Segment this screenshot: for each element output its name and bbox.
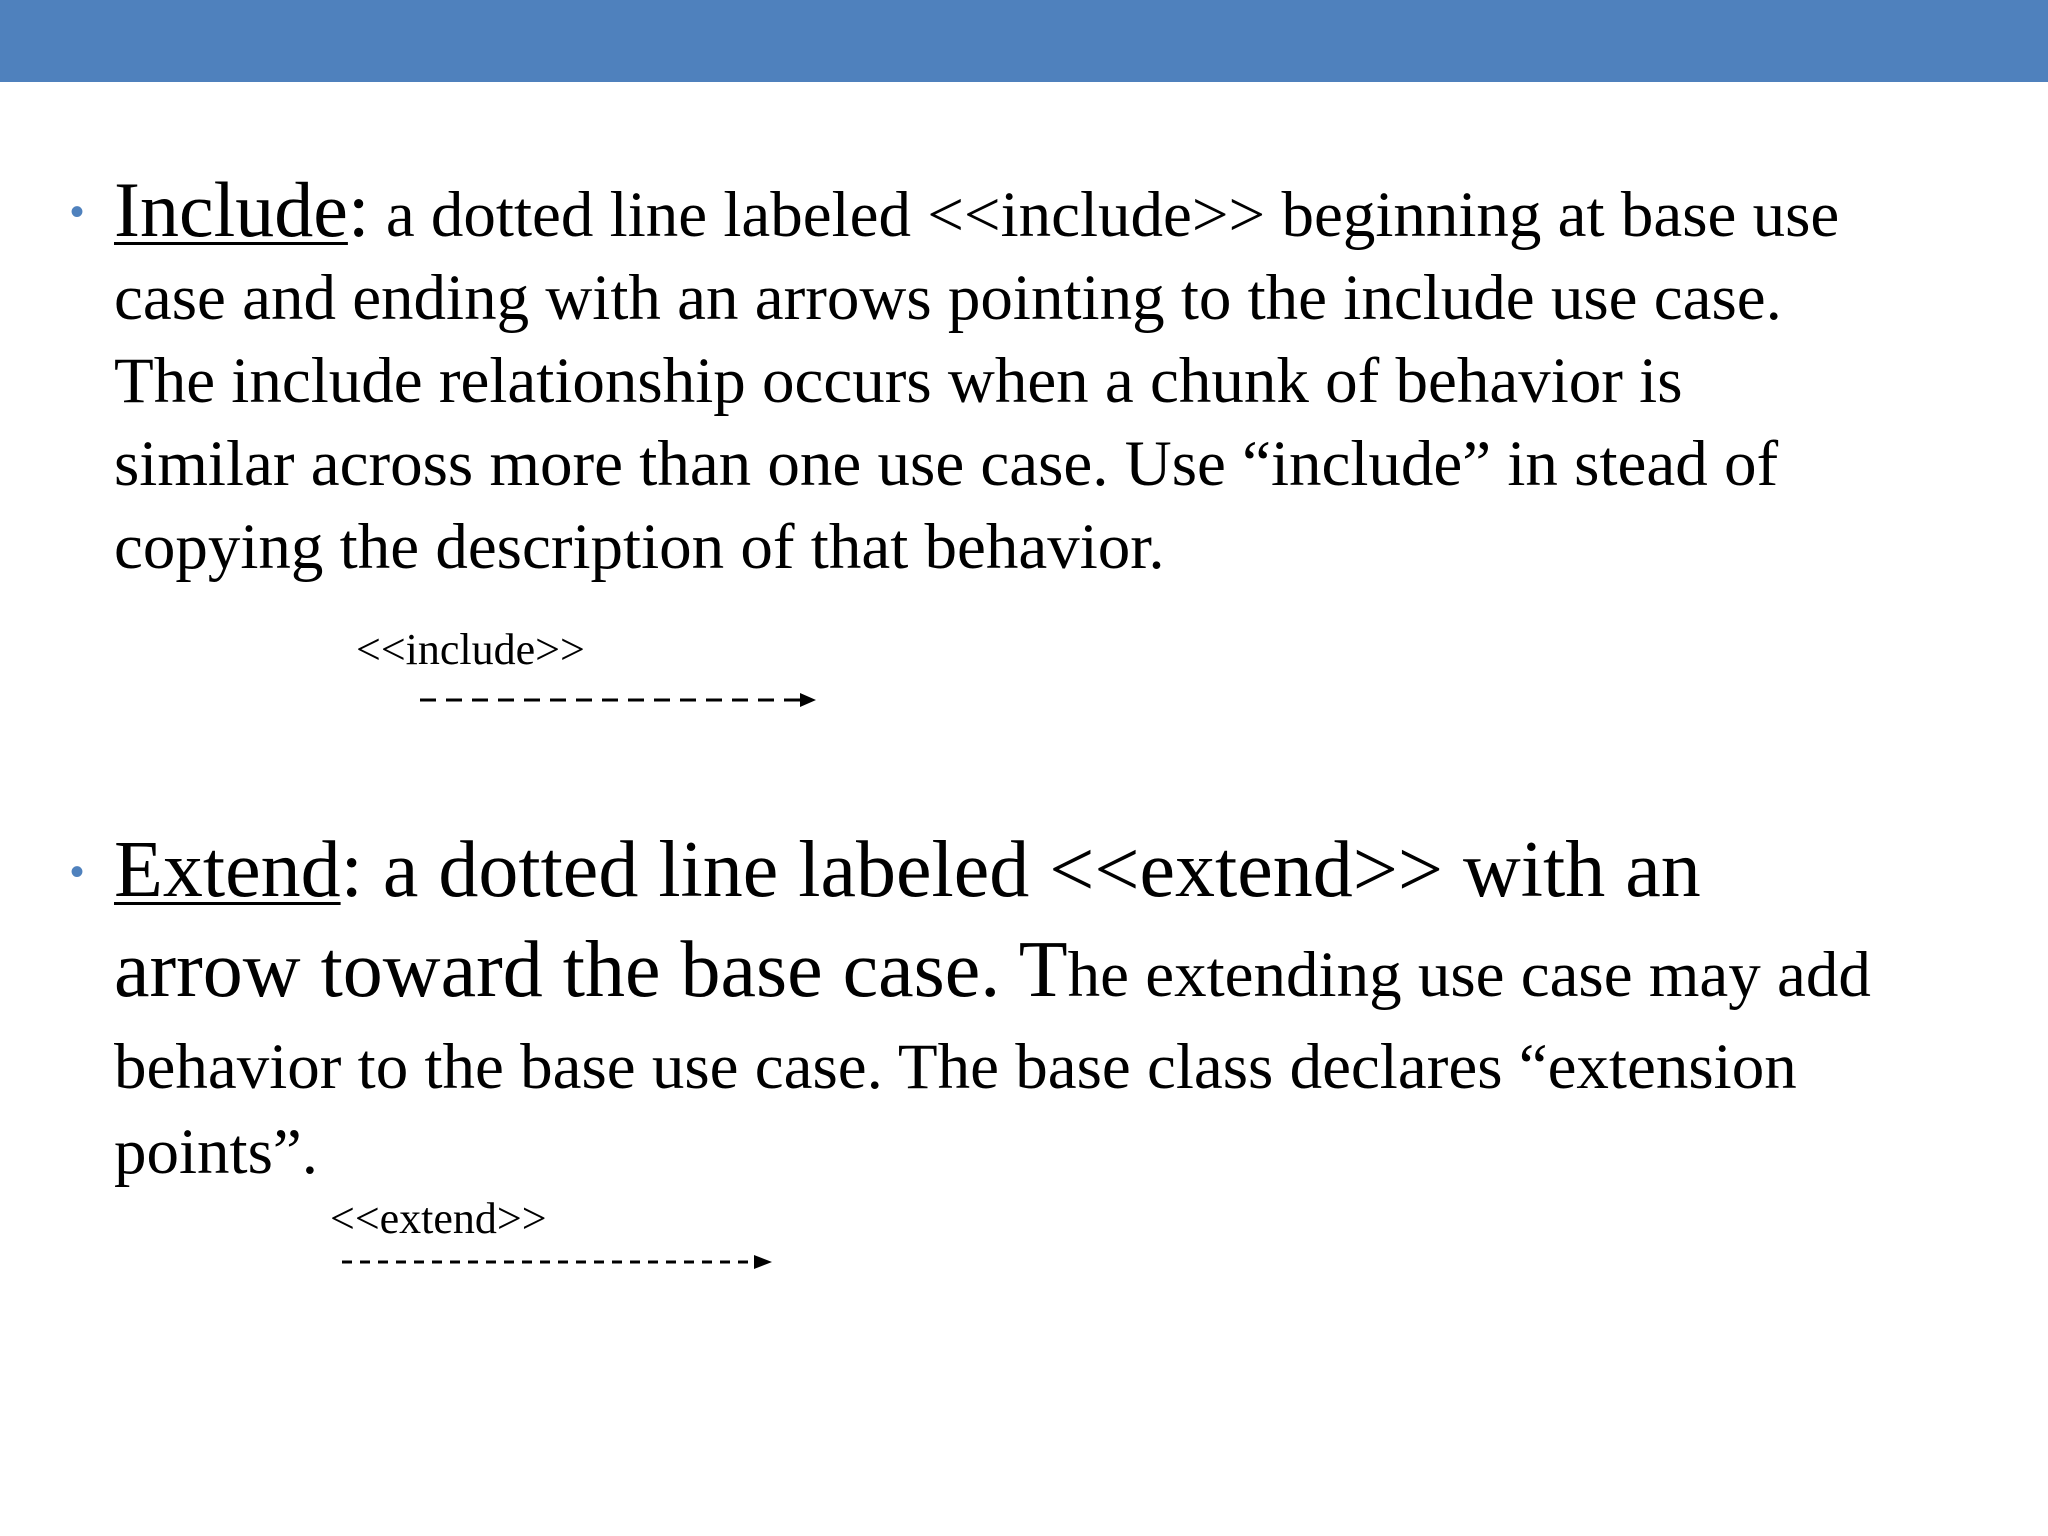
include-term: Include <box>114 166 348 253</box>
include-paragraph <box>114 168 1839 589</box>
extend-paragraph <box>114 820 1871 1195</box>
term-colon: : <box>340 826 363 914</box>
paragraph-text: a dotted line labeled <<extend>> with an <box>362 826 1701 914</box>
term-colon: : <box>347 166 370 253</box>
paragraph-line <box>114 920 1871 1025</box>
include-dashed-arrow <box>420 688 820 712</box>
paragraph-line: points”. <box>114 1116 319 1188</box>
extend-term: Extend <box>114 826 341 914</box>
paragraph-text: he extending use case may add <box>1067 939 1871 1011</box>
paragraph-line: case and ending with an arrows pointing to the include use case. <box>114 262 1782 334</box>
paragraph-line: copying the description of that behavior. <box>114 511 1165 583</box>
bullet-marker: • <box>70 190 85 234</box>
paragraph-text: a dotted line labeled <<include>> beginning at base use <box>369 179 1840 251</box>
include-arrow-label: <<include>> <box>356 625 585 674</box>
paragraph-line <box>114 820 1871 920</box>
slide-header-bar <box>0 0 2048 82</box>
paragraph-text: arrow toward the base case. T <box>114 926 1068 1014</box>
paragraph-line <box>114 168 1839 257</box>
paragraph-line: The include relationship occurs when a chunk of behavior is <box>114 345 1683 417</box>
extend-arrow-label: <<extend>> <box>330 1194 547 1243</box>
paragraph-line: similar across more than one use case. Use “include” in stead of <box>114 428 1779 500</box>
paragraph-line: behavior to the base use case. The base class declares “extension <box>114 1031 1797 1103</box>
extend-dashed-arrow <box>342 1250 782 1274</box>
bullet-marker: • <box>70 850 85 894</box>
